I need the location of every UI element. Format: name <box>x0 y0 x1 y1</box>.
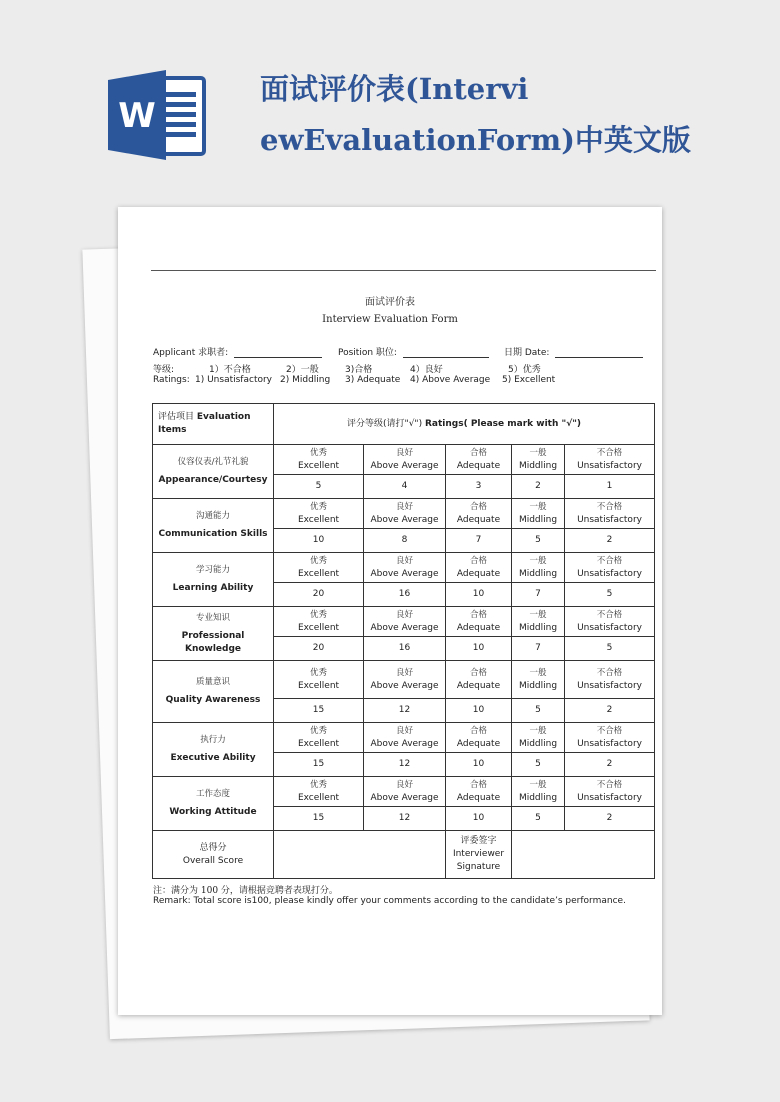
score-cell[interactable]: 15 <box>274 753 364 777</box>
score-cell[interactable]: 5 <box>274 475 364 499</box>
rating-option-cn: 不合格 <box>596 447 623 458</box>
rating-option-cn: 不合格 <box>596 555 623 566</box>
overall-row <box>153 831 655 879</box>
rating-option[interactable] <box>274 499 364 529</box>
rating-option-en: Above Average <box>370 792 439 803</box>
overall-score-input[interactable] <box>274 831 446 879</box>
overall-cn: 总得分 <box>199 842 227 853</box>
rating-option-cn: 良好 <box>395 609 413 620</box>
evaluation-item <box>153 607 274 661</box>
applicant-line <box>234 347 322 358</box>
score-cell[interactable]: 2 <box>565 529 655 553</box>
rating-option[interactable] <box>274 445 364 475</box>
rating-option-en: Above Average <box>370 680 439 691</box>
rating-option-cn: 良好 <box>395 447 413 458</box>
interviewer-signature-label <box>446 831 512 879</box>
evaluation-item <box>153 777 274 831</box>
ratings-header <box>274 404 655 445</box>
rating-option-cn: 良好 <box>395 779 413 790</box>
score-cell[interactable]: 2 <box>565 699 655 723</box>
rating-option-en: Above Average <box>370 568 439 579</box>
rating-option-en: Middling <box>518 460 558 471</box>
item-label-cn: 学习能力 <box>195 565 230 575</box>
item-label-en: Executive Ability <box>170 753 256 763</box>
evaluation-item <box>153 553 274 607</box>
rating-option[interactable] <box>364 661 446 699</box>
rating-option[interactable] <box>565 445 655 475</box>
ratings-en-2: 2) Middling <box>280 375 331 385</box>
form-title-en: Interview Evaluation Form <box>322 314 458 325</box>
rating-option-cn: 一般 <box>529 667 547 678</box>
rating-option-en: Above Average <box>370 738 439 749</box>
rating-option[interactable] <box>446 445 512 475</box>
rating-option-cn: 良好 <box>395 725 413 736</box>
rating-option[interactable] <box>364 607 446 637</box>
rating-option-en: Middling <box>518 792 558 803</box>
rating-option[interactable] <box>446 553 512 583</box>
score-cell[interactable]: 15 <box>274 807 364 831</box>
rating-option-en: Adequate <box>456 460 501 471</box>
table-header-row <box>153 404 655 445</box>
rating-option-en: Unsatisfactory <box>577 622 642 633</box>
document-page <box>118 207 662 1015</box>
evaluation-table <box>152 403 655 879</box>
rating-option-en: Above Average <box>370 514 439 525</box>
table-row <box>153 723 655 753</box>
rating-option-en: Unsatisfactory <box>577 680 642 691</box>
rating-option[interactable] <box>364 553 446 583</box>
rating-option-cn: 合格 <box>469 609 487 620</box>
rating-option-cn: 不合格 <box>596 779 623 790</box>
score-cell[interactable]: 5 <box>512 529 565 553</box>
evaluation-item <box>153 661 274 723</box>
score-cell[interactable]: 10 <box>446 753 512 777</box>
score-cell[interactable]: 5 <box>565 637 655 661</box>
rating-option-cn: 良好 <box>395 667 413 678</box>
item-label-cn: 质量意识 <box>195 677 230 687</box>
title-line-1: 面试评价表(Intervi <box>260 72 529 106</box>
rating-option-en: Unsatisfactory <box>577 460 642 471</box>
rating-option-cn: 一般 <box>529 725 547 736</box>
header-rule <box>151 270 656 271</box>
rating-option-cn: 优秀 <box>309 555 327 566</box>
table-row <box>153 553 655 583</box>
rating-option-en: Above Average <box>370 622 439 633</box>
word-icon <box>108 68 208 162</box>
interviewer-cn: 评委签字 <box>460 836 497 846</box>
rating-option-en: Excellent <box>297 680 340 691</box>
rating-option[interactable] <box>446 607 512 637</box>
ratings-header-cn: 评分等级(请打"√") <box>347 418 423 429</box>
rating-option-cn: 优秀 <box>309 447 327 458</box>
rating-option[interactable] <box>274 777 364 807</box>
score-cell[interactable]: 16 <box>364 583 446 607</box>
rating-option-cn: 合格 <box>469 779 487 790</box>
rating-option[interactable] <box>512 607 565 637</box>
rating-option-en: Unsatisfactory <box>577 738 642 749</box>
rating-option[interactable] <box>512 777 565 807</box>
date-label: 日期 Date: <box>504 348 550 358</box>
applicant-label: Applicant 求职者: <box>153 348 229 358</box>
item-label-cn: 执行力 <box>200 735 226 745</box>
rating-option-en: Adequate <box>456 680 501 691</box>
item-label-en: Quality Awareness <box>165 695 261 705</box>
rating-option[interactable] <box>512 661 565 699</box>
score-cell[interactable]: 1 <box>565 475 655 499</box>
rating-option-en: Excellent <box>297 622 340 633</box>
score-cell[interactable]: 2 <box>512 475 565 499</box>
rating-option-en: Adequate <box>456 792 501 803</box>
title-line-2: ewEvaluationForm)中英文版 <box>260 123 691 157</box>
rating-option-cn: 不合格 <box>596 667 623 678</box>
rating-option-cn: 一般 <box>529 609 547 620</box>
score-cell[interactable]: 3 <box>446 475 512 499</box>
ratings-en-4: 4) Above Average <box>410 375 491 385</box>
rating-option[interactable] <box>274 661 364 699</box>
rating-option-en: Unsatisfactory <box>577 568 642 579</box>
rating-option[interactable] <box>512 499 565 529</box>
score-cell[interactable]: 7 <box>446 529 512 553</box>
position-label: Position 职位: <box>338 348 397 358</box>
items-header-cn: 评估项目 <box>158 412 195 422</box>
score-cell[interactable]: 20 <box>274 637 364 661</box>
score-cell[interactable]: 5 <box>512 807 565 831</box>
rating-option-en: Middling <box>518 738 558 749</box>
score-cell[interactable]: 5 <box>565 583 655 607</box>
score-cell[interactable]: 10 <box>274 529 364 553</box>
rating-option-en: Excellent <box>297 460 340 471</box>
svg-text:W: W <box>118 96 156 136</box>
rating-option[interactable] <box>274 607 364 637</box>
rating-option[interactable] <box>364 445 446 475</box>
rating-option[interactable] <box>512 553 565 583</box>
rating-option-en: Excellent <box>297 514 340 525</box>
overall-en: Overall Score <box>182 855 244 866</box>
rating-option-en: Unsatisfactory <box>577 792 642 803</box>
score-cell[interactable]: 7 <box>512 583 565 607</box>
rating-option[interactable] <box>565 553 655 583</box>
rating-option-cn: 优秀 <box>309 725 327 736</box>
item-label-en: Appearance/Courtesy <box>158 475 268 485</box>
rating-option-cn: 一般 <box>529 447 547 458</box>
rating-option-cn: 合格 <box>469 725 487 736</box>
evaluation-item <box>153 723 274 777</box>
score-cell[interactable]: 10 <box>446 583 512 607</box>
rating-option[interactable] <box>512 445 565 475</box>
score-cell[interactable]: 12 <box>364 699 446 723</box>
evaluation-items-header <box>153 404 274 445</box>
rating-option[interactable] <box>364 777 446 807</box>
rating-option-en: Above Average <box>370 460 439 471</box>
rating-option-en: Excellent <box>297 738 340 749</box>
rating-option-en: Adequate <box>456 622 501 633</box>
items-header-en: Evaluation Items <box>158 412 251 435</box>
item-label-en: Working Attitude <box>169 807 257 817</box>
rating-option-en: Middling <box>518 568 558 579</box>
interviewer-en-2: Signature <box>456 862 501 872</box>
rating-option[interactable] <box>446 777 512 807</box>
score-cell[interactable]: 16 <box>364 637 446 661</box>
rating-option-cn: 优秀 <box>309 779 327 790</box>
score-cell[interactable]: 2 <box>565 753 655 777</box>
rating-option[interactable] <box>565 499 655 529</box>
ratings-en-3: 3) Adequate <box>345 375 401 385</box>
ratings-en-0: Ratings: <box>153 375 190 385</box>
score-cell[interactable]: 5 <box>512 753 565 777</box>
ratings-cn-2: 2）一般 <box>286 365 319 375</box>
evaluation-item <box>153 499 274 553</box>
rating-option-cn: 合格 <box>469 447 487 458</box>
score-cell[interactable]: 8 <box>364 529 446 553</box>
evaluation-item <box>153 445 274 499</box>
rating-option[interactable] <box>565 607 655 637</box>
rating-option[interactable] <box>565 723 655 753</box>
rating-option[interactable] <box>364 723 446 753</box>
rating-option-en: Excellent <box>297 568 340 579</box>
item-label-en: Learning Ability <box>172 583 254 593</box>
remark-en: Remark: Total score is100, please kindly offer your comments according to the candidate’s performance. <box>153 896 626 906</box>
position-line <box>403 347 489 358</box>
interviewer-en-1: Interviewer <box>452 849 505 859</box>
rating-option[interactable] <box>274 553 364 583</box>
rating-option[interactable] <box>446 723 512 753</box>
rating-option-en: Unsatisfactory <box>577 514 642 525</box>
rating-option-cn: 不合格 <box>596 725 623 736</box>
rating-option[interactable] <box>446 499 512 529</box>
interviewer-signature-input[interactable] <box>512 831 655 879</box>
rating-option-en: Adequate <box>456 514 501 525</box>
rating-option[interactable] <box>512 723 565 753</box>
rating-option-cn: 一般 <box>529 501 547 512</box>
score-cell[interactable]: 4 <box>364 475 446 499</box>
score-cell[interactable]: 10 <box>446 699 512 723</box>
ratings-cn-3: 3)合格 <box>345 365 373 375</box>
ratings-header-en: Ratings( Please mark with "√") <box>424 418 582 429</box>
ratings-en-1: 1) Unsatisfactory <box>195 375 273 385</box>
form-title-cn: 面试评价表 <box>365 297 415 308</box>
overall-score-label <box>153 831 274 879</box>
item-label-cn: 专业知识 <box>195 612 230 623</box>
table-row <box>153 499 655 529</box>
rating-option-cn: 良好 <box>395 555 413 566</box>
table-row <box>153 661 655 699</box>
ratings-cn-4: 4）良好 <box>410 365 443 375</box>
item-label-cn: 工作态度 <box>195 789 230 799</box>
item-label-cn: 仪容仪表/礼节礼貌 <box>177 457 249 467</box>
rating-option-cn: 一般 <box>529 555 547 566</box>
ratings-cn-0: 等级: <box>153 365 175 375</box>
rating-option-cn: 一般 <box>529 779 547 790</box>
rating-option-cn: 良好 <box>395 501 413 512</box>
rating-option-en: Middling <box>518 514 558 525</box>
rating-option[interactable] <box>565 661 655 699</box>
rating-option-cn: 不合格 <box>596 501 623 512</box>
rating-option-cn: 合格 <box>469 667 487 678</box>
score-cell[interactable]: 2 <box>565 807 655 831</box>
rating-option-cn: 优秀 <box>309 501 327 512</box>
rating-option-cn: 优秀 <box>309 667 327 678</box>
score-cell[interactable]: 15 <box>274 699 364 723</box>
score-cell[interactable]: 12 <box>364 753 446 777</box>
table-row <box>153 777 655 807</box>
score-cell[interactable]: 10 <box>446 807 512 831</box>
ratings-cn-5: 5）优秀 <box>508 365 541 375</box>
item-label-en: Professional Knowledge <box>181 630 245 654</box>
ratings-cn-1: 1）不合格 <box>209 365 251 375</box>
table-row <box>153 445 655 475</box>
rating-option-en: Middling <box>518 680 558 691</box>
applicant-field <box>153 345 322 358</box>
rating-option-en: Adequate <box>456 568 501 579</box>
score-cell[interactable]: 5 <box>512 699 565 723</box>
rating-option-cn: 合格 <box>469 501 487 512</box>
date-field <box>504 345 643 358</box>
rating-option[interactable] <box>565 777 655 807</box>
position-field <box>338 345 489 358</box>
date-line <box>555 347 643 358</box>
rating-option-cn: 不合格 <box>596 609 623 620</box>
rating-option-en: Excellent <box>297 792 340 803</box>
rating-option[interactable] <box>274 723 364 753</box>
rating-option-cn: 优秀 <box>309 609 327 620</box>
item-label-en: Communication Skills <box>158 529 268 539</box>
rating-option[interactable] <box>446 661 512 699</box>
rating-option-en: Middling <box>518 622 558 633</box>
note-cn: 注：满分为 100 分，请根据竞聘者表现打分。 <box>153 886 338 896</box>
item-label-cn: 沟通能力 <box>195 511 230 521</box>
score-cell[interactable]: 10 <box>446 637 512 661</box>
document-title <box>260 64 740 166</box>
rating-option-cn: 合格 <box>469 555 487 566</box>
score-cell[interactable]: 20 <box>274 583 364 607</box>
rating-option-en: Adequate <box>456 738 501 749</box>
score-cell[interactable]: 12 <box>364 807 446 831</box>
score-cell[interactable]: 7 <box>512 637 565 661</box>
ratings-en-5: 5) Excellent <box>502 375 556 385</box>
table-row <box>153 607 655 637</box>
rating-option[interactable] <box>364 499 446 529</box>
